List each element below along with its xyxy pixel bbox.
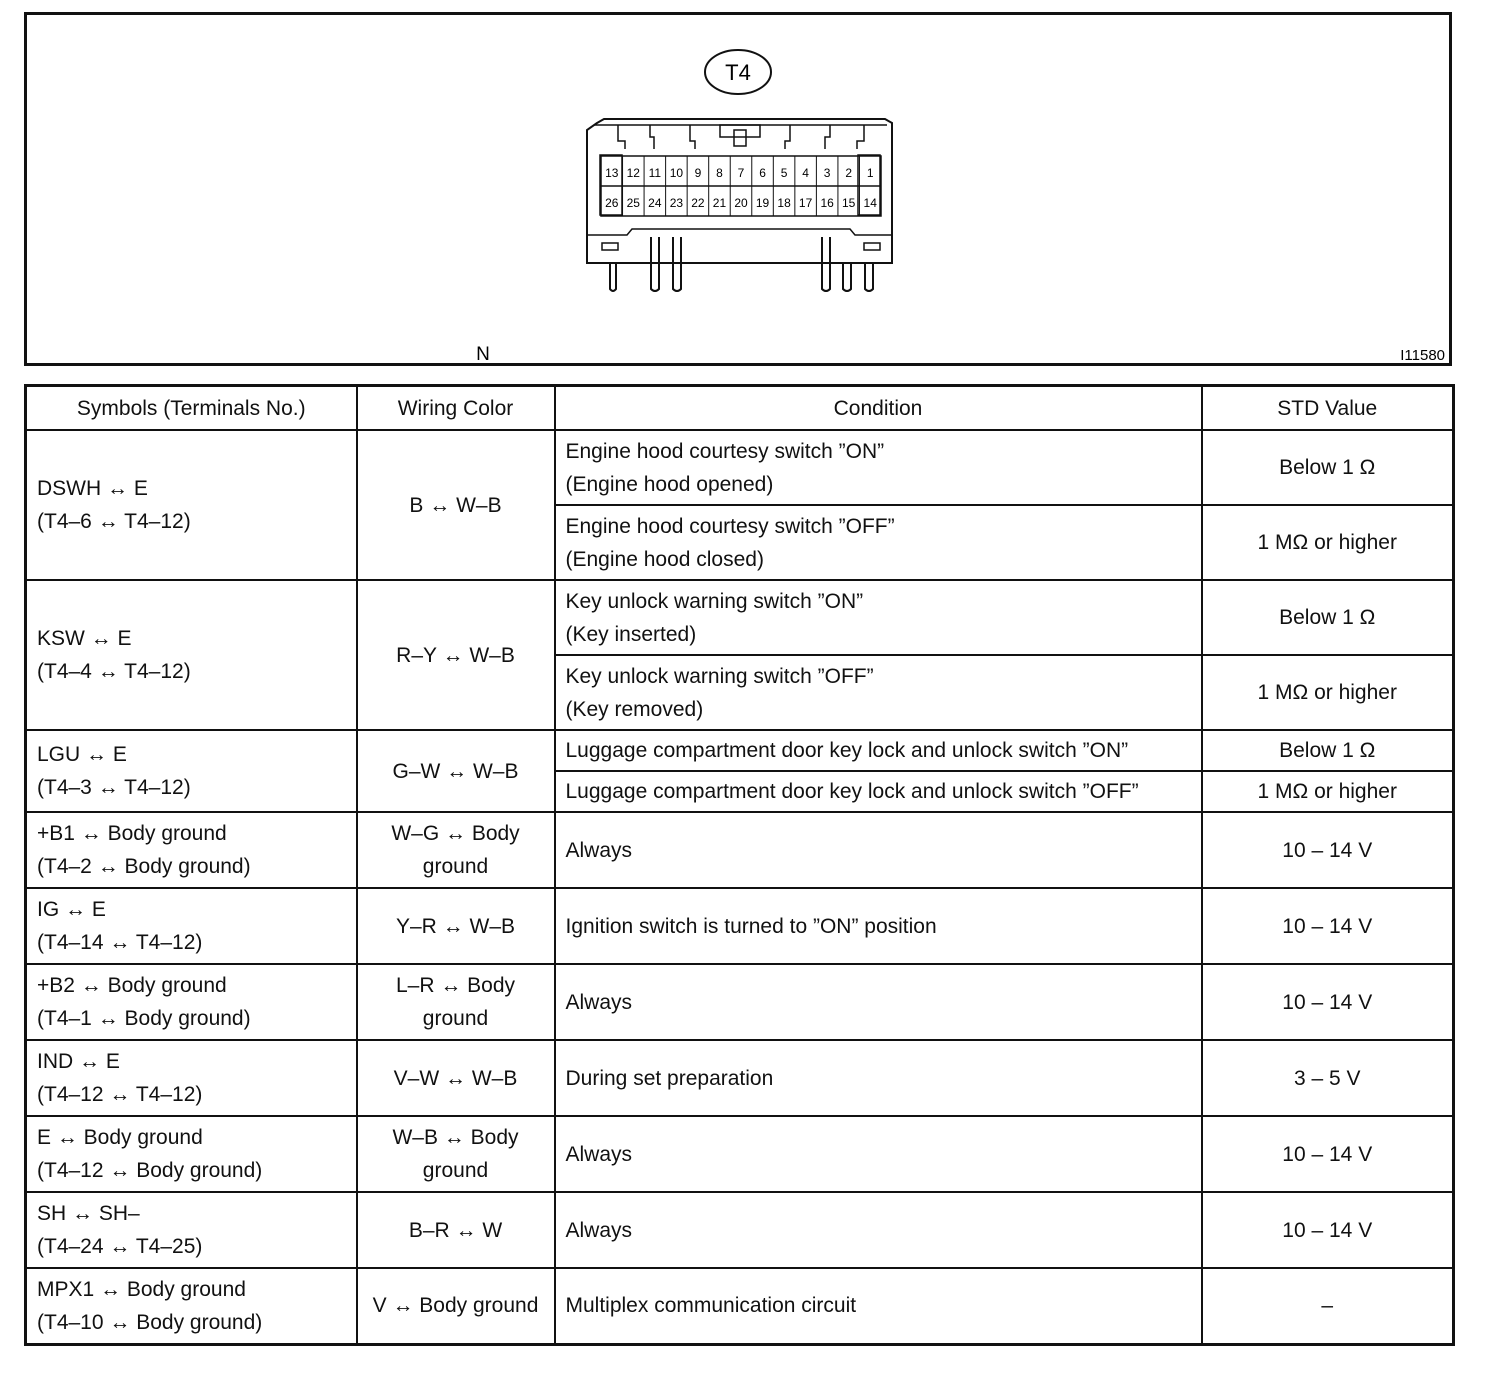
table-row [26,888,1454,964]
symbol-cell: +B2 ↔ Body ground (T4–1 ↔ Body ground) [26,964,357,1040]
symbol-cell: SH ↔ SH– (T4–24 ↔ T4–25) [26,1192,357,1268]
std-value-cell: Below 1 Ω [1202,580,1454,655]
lock-hole-right [864,243,880,250]
view-letter: N [476,344,490,363]
pin-number: 21 [712,196,727,210]
table-header-row [26,386,1454,431]
pin-number: 13 [605,166,619,180]
table-row [26,430,1454,505]
wiring-color-cell: W–G ↔ Body ground [357,812,555,888]
symbol-cell: DSWH ↔ E (T4–6 ↔ T4–12) [26,430,357,580]
lock-tab [734,130,746,146]
condition-cell: Luggage compartment door key lock and unlock switch ”OFF” [555,771,1202,812]
symbol-cell: +B1 ↔ Body ground (T4–2 ↔ Body ground) [26,812,357,888]
header-condition: Condition [555,386,1202,431]
connector-label: T4 [725,60,751,85]
table-row [26,730,1454,771]
pin-number: 22 [691,196,705,210]
pin-grid [601,156,881,216]
table-row [26,1040,1454,1116]
std-value-cell: 10 – 14 V [1202,1116,1454,1192]
connector-housing [587,119,892,263]
header-symbols: Symbols (Terminals No.) [26,386,357,431]
std-value-cell: Below 1 Ω [1202,730,1454,771]
connector-t4-drawing [27,15,1449,363]
condition-cell: Always [555,1116,1202,1192]
std-value-cell: 1 MΩ or higher [1202,505,1454,580]
symbol-cell: IND ↔ E (T4–12 ↔ T4–12) [26,1040,357,1116]
pin-number: 12 [626,166,640,180]
table-row [26,580,1454,655]
pin-number: 1 [866,166,874,180]
pin-number: 6 [759,166,766,180]
pin-number: 17 [798,196,813,210]
symbol-cell: IG ↔ E (T4–14 ↔ T4–12) [26,888,357,964]
condition-cell: Always [555,964,1202,1040]
std-value-cell: 1 MΩ or higher [1202,655,1454,730]
pin-number: 5 [780,166,788,180]
std-value-cell: – [1202,1268,1454,1344]
pin-number: 26 [605,196,619,210]
condition-cell: Luggage compartment door key lock and unlock switch ”ON” [555,730,1202,771]
table-row [26,812,1454,888]
pin-number: 16 [820,196,834,210]
wiring-color-cell: Y–R ↔ W–B [357,888,555,964]
header-std-value: STD Value [1202,386,1454,431]
wiring-color-cell: G–W ↔ W–B [357,730,555,812]
pin-number: 11 [648,166,662,180]
wiring-color-cell: V ↔ Body ground [357,1268,555,1344]
std-value-cell: 10 – 14 V [1202,964,1454,1040]
wiring-color-cell: V–W ↔ W–B [357,1040,555,1116]
condition-cell: Engine hood courtesy switch ”OFF” (Engine hood closed) [555,505,1202,580]
std-value-cell: 3 – 5 V [1202,1040,1454,1116]
condition-cell: Engine hood courtesy switch ”ON” (Engine hood opened) [555,430,1202,505]
pin-number: 8 [716,166,723,180]
std-value-cell: 10 – 14 V [1202,1192,1454,1268]
table-row [26,964,1454,1040]
pin-number: 15 [842,196,856,210]
connector-diagram [24,12,1452,366]
wiring-color-cell: R–Y ↔ W–B [357,580,555,730]
terminal-inspection-table [24,384,1455,1346]
std-value-cell: 10 – 14 V [1202,888,1454,964]
std-value-cell: 1 MΩ or higher [1202,771,1454,812]
condition-cell: Always [555,1192,1202,1268]
pin-number: 9 [694,166,702,180]
pin-number: 23 [669,196,684,210]
table-row [26,1268,1454,1344]
pin-number: 19 [755,196,770,210]
pin-number: 24 [648,196,662,210]
pin-number: 20 [734,196,748,210]
symbol-cell: KSW ↔ E (T4–4 ↔ T4–12) [26,580,357,730]
pin-number: 4 [802,166,809,180]
wiring-color-cell: B ↔ W–B [357,430,555,580]
condition-cell: Key unlock warning switch ”ON” (Key inserted) [555,580,1202,655]
header-wiring-color: Wiring Color [357,386,555,431]
pin-number: 7 [737,166,745,180]
pin-number: 10 [669,166,684,180]
table-row [26,1192,1454,1268]
wiring-color-cell: L–R ↔ Body ground [357,964,555,1040]
wiring-color-cell: B–R ↔ W [357,1192,555,1268]
figure-id: I11580 [1400,347,1445,363]
pin-number: 14 [863,196,877,210]
table-row [26,1116,1454,1192]
condition-cell: Key unlock warning switch ”OFF” (Key removed) [555,655,1202,730]
condition-cell: Ignition switch is turned to ”ON” position [555,888,1202,964]
pin-number: 25 [626,196,640,210]
std-value-cell: Below 1 Ω [1202,430,1454,505]
pin-number: 3 [823,166,831,180]
condition-cell: Always [555,812,1202,888]
lock-hole-left [602,243,618,250]
std-value-cell: 10 – 14 V [1202,812,1454,888]
condition-cell: Multiplex communication circuit [555,1268,1202,1344]
symbol-cell: LGU ↔ E (T4–3 ↔ T4–12) [26,730,357,812]
condition-cell: During set preparation [555,1040,1202,1116]
symbol-cell: MPX1 ↔ Body ground (T4–10 ↔ Body ground) [26,1268,357,1344]
symbol-cell: E ↔ Body ground (T4–12 ↔ Body ground) [26,1116,357,1192]
pin-number: 18 [777,196,791,210]
wiring-color-cell: W–B ↔ Body ground [357,1116,555,1192]
pin-number: 2 [845,166,853,180]
